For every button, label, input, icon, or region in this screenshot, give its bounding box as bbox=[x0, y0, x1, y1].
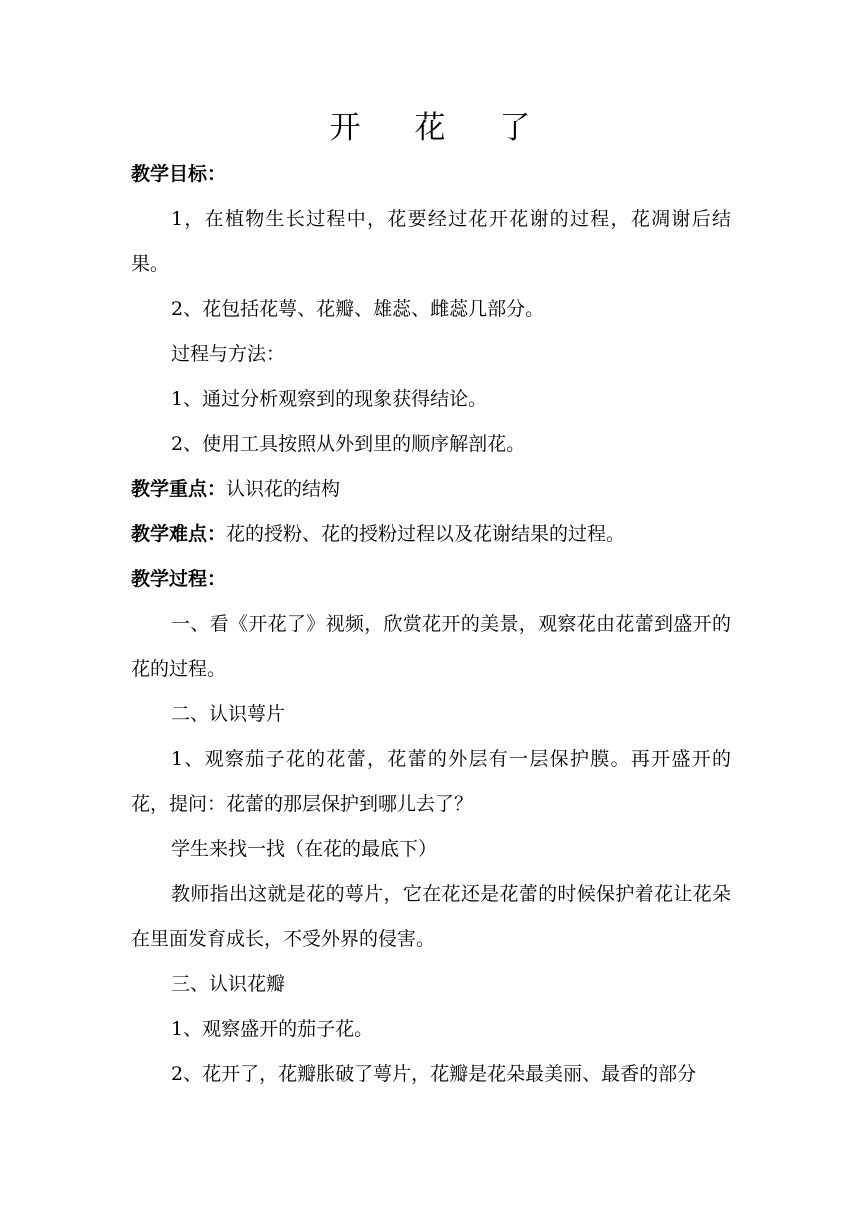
step-2-heading: 二、认识萼片 bbox=[171, 703, 286, 725]
objective-2: 2、花包括花萼、花瓣、雄蕊、雌蕊几部分。 bbox=[171, 298, 545, 320]
document-body bbox=[131, 152, 731, 1097]
difficulty-paragraph bbox=[131, 512, 731, 557]
page-title: 开 花 了 bbox=[329, 110, 553, 146]
procedure-heading: 教学过程： bbox=[131, 568, 227, 590]
key-point-label: 教学重点： bbox=[131, 478, 227, 500]
method-2: 2、使用工具按照从外到里的顺序解剖花。 bbox=[171, 433, 526, 455]
key-point-paragraph bbox=[131, 467, 731, 512]
method-1: 1、通过分析观察到的现象获得结论。 bbox=[171, 388, 488, 410]
difficulty-label: 教学难点： bbox=[131, 523, 227, 545]
step-3-heading: 三、认识花瓣 bbox=[171, 973, 286, 995]
step-2-item-1: 1、观察茄子花的花蕾，花蕾的外层有一层保护膜。再开盛开的花，提问：花蕾的那层保护到哪儿去了？ bbox=[131, 748, 731, 815]
difficulty-text: 花的授粉、花的授粉过程以及花谢结果的过程。 bbox=[226, 523, 626, 545]
objective-1: 1，在植物生长过程中，花要经过花开花谢的过程，花凋谢后结果。 bbox=[131, 208, 731, 275]
process-method-heading: 过程与方法： bbox=[171, 343, 286, 365]
step-3-item-2: 2、花开了，花瓣胀破了萼片，花瓣是花朵最美丽、最香的部分 bbox=[171, 1063, 697, 1085]
step-3-item-1: 1、观察盛开的茄子花。 bbox=[171, 1018, 374, 1040]
step-2-teacher: 教师指出这就是花的萼片，它在花还是花蕾的时候保护着花让花朵在里面发育成长，不受外界的侵害。 bbox=[131, 883, 731, 950]
step-2-students: 学生来找一找（在花的最底下） bbox=[171, 838, 438, 860]
key-point-text: 认识花的结构 bbox=[226, 478, 341, 500]
step-1: 一、看《开花了》视频，欣赏花开的美景，观察花由花蕾到盛开的花的过程。 bbox=[131, 613, 731, 680]
objectives-heading: 教学目标： bbox=[131, 163, 227, 185]
